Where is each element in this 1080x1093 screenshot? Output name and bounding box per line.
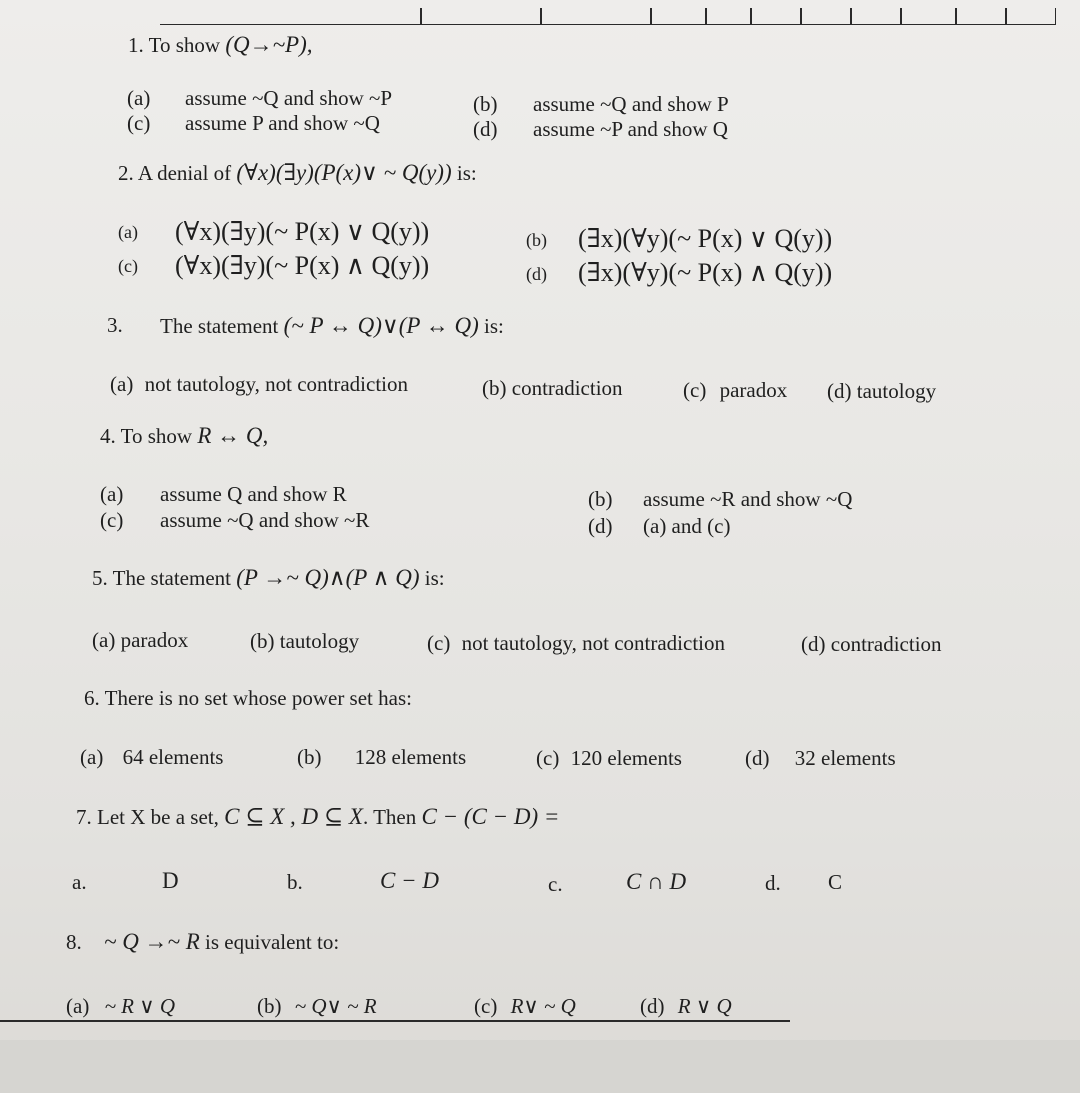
- q3-option-b: (b) contradiction: [482, 376, 623, 400]
- table-divider: [420, 8, 422, 24]
- question-7-stem: 7. Let X be a set, C ⊆ X , D ⊆ X. Then C − (C − D) =: [76, 804, 560, 829]
- q1-option-a-label: (a): [127, 86, 151, 110]
- table-divider: [900, 8, 902, 24]
- page-bottom-shadow: [0, 1040, 1080, 1093]
- q7-option-c-label: c.: [548, 872, 563, 896]
- q8-option-d: (d) R ∨ Q: [640, 994, 732, 1018]
- question-1-stem: 1. To show (Q→~P),: [128, 32, 313, 57]
- question-2-stem: 2. A denial of (∀x)(∃y)(P(x)∨ ~ Q(y)) is:: [118, 160, 477, 185]
- question-8-stem: ~ Q →~ R is equivalent to:: [104, 929, 340, 954]
- q4-option-d-text: (a) and (c): [643, 514, 731, 538]
- q4-option-d-label: (d): [588, 514, 613, 538]
- q1-option-d-text: assume ~P and show Q: [533, 117, 728, 141]
- q8-option-c: (c) R∨ ~ Q: [474, 994, 576, 1018]
- q5-option-b: (b) tautology: [250, 629, 360, 653]
- q7-option-b-text: C − D: [380, 868, 439, 893]
- q2-option-b-text: (∃x)(∀y)(~ P(x) ∨ Q(y)): [578, 224, 833, 253]
- top-table-border: [160, 8, 1056, 25]
- q4-option-a-label: (a): [100, 482, 124, 506]
- q6-option-b: (b) 128 elements: [297, 745, 467, 769]
- q2-option-b-label: (b): [526, 230, 547, 250]
- q4-option-c-label: (c): [100, 508, 124, 532]
- q2-option-c-label: (c): [118, 256, 138, 276]
- q7-option-a-label: a.: [72, 870, 87, 894]
- q2-option-d-label: (d): [526, 264, 547, 284]
- table-divider: [540, 8, 542, 24]
- answer-underline: [0, 1020, 790, 1022]
- table-divider: [1005, 8, 1007, 24]
- q1-option-b-text: assume ~Q and show P: [533, 92, 729, 116]
- q3-option-c: (c) paradox: [683, 378, 788, 402]
- q1-option-a-text: assume ~Q and show ~P: [185, 86, 393, 110]
- q2-option-d-text: (∃x)(∀y)(~ P(x) ∧ Q(y)): [578, 258, 833, 287]
- question-8-number: 8.: [66, 930, 82, 954]
- q3-option-d: (d) tautology: [827, 379, 937, 403]
- q4-option-b-label: (b): [588, 487, 613, 511]
- q7-option-b-label: b.: [287, 870, 303, 894]
- table-divider: [650, 8, 652, 24]
- q8-option-a: (a) ~ R ∨ Q: [66, 994, 176, 1018]
- q2-option-a-text: (∀x)(∃y)(~ P(x) ∨ Q(y)): [175, 217, 430, 246]
- question-3-number: 3.: [107, 313, 123, 337]
- q7-option-d-text: C: [828, 870, 843, 894]
- q2-option-a-label: (a): [118, 222, 138, 242]
- q2-option-c-text: (∀x)(∃y)(~ P(x) ∧ Q(y)): [175, 251, 430, 280]
- table-divider: [850, 8, 852, 24]
- q6-option-c: (c) 120 elements: [536, 746, 682, 770]
- q7-option-d-label: d.: [765, 871, 781, 895]
- q6-option-a: (a) 64 elements: [80, 745, 224, 769]
- table-divider: [750, 8, 752, 24]
- question-4-stem: 4. To show R ↔ Q,: [100, 423, 269, 448]
- q1-option-d-label: (d): [473, 117, 498, 141]
- q1-option-c-label: (c): [127, 111, 151, 135]
- q3-options: (a) not tautology, not contradiction: [110, 372, 408, 396]
- question-5-stem: 5. The statement (P →~ Q)∧(P ∧ Q) is:: [92, 565, 445, 590]
- table-divider: [800, 8, 802, 24]
- q5-option-d: (d) contradiction: [801, 632, 942, 656]
- q5-option-a: (a) paradox: [92, 628, 189, 652]
- q4-option-b-text: assume ~R and show ~Q: [643, 487, 853, 511]
- q4-option-a-text: assume Q and show R: [160, 482, 347, 506]
- q5-option-c: (c) not tautology, not contradiction: [427, 631, 725, 655]
- question-6-stem: 6. There is no set whose power set has:: [84, 686, 412, 710]
- table-divider: [705, 8, 707, 24]
- q7-option-a-text: D: [162, 868, 179, 893]
- q4-option-c-text: assume ~Q and show ~R: [160, 508, 370, 532]
- question-3-stem: The statement (~ P ↔ Q)∨(P ↔ Q) is:: [160, 313, 504, 338]
- q1-option-c-text: assume P and show ~Q: [185, 111, 380, 135]
- q6-option-d: (d) 32 elements: [745, 746, 896, 770]
- table-divider: [955, 8, 957, 24]
- q8-option-b: (b) ~ Q∨ ~ R: [257, 994, 377, 1018]
- q1-option-b-label: (b): [473, 92, 498, 116]
- q7-option-c-text: C ∩ D: [626, 869, 687, 894]
